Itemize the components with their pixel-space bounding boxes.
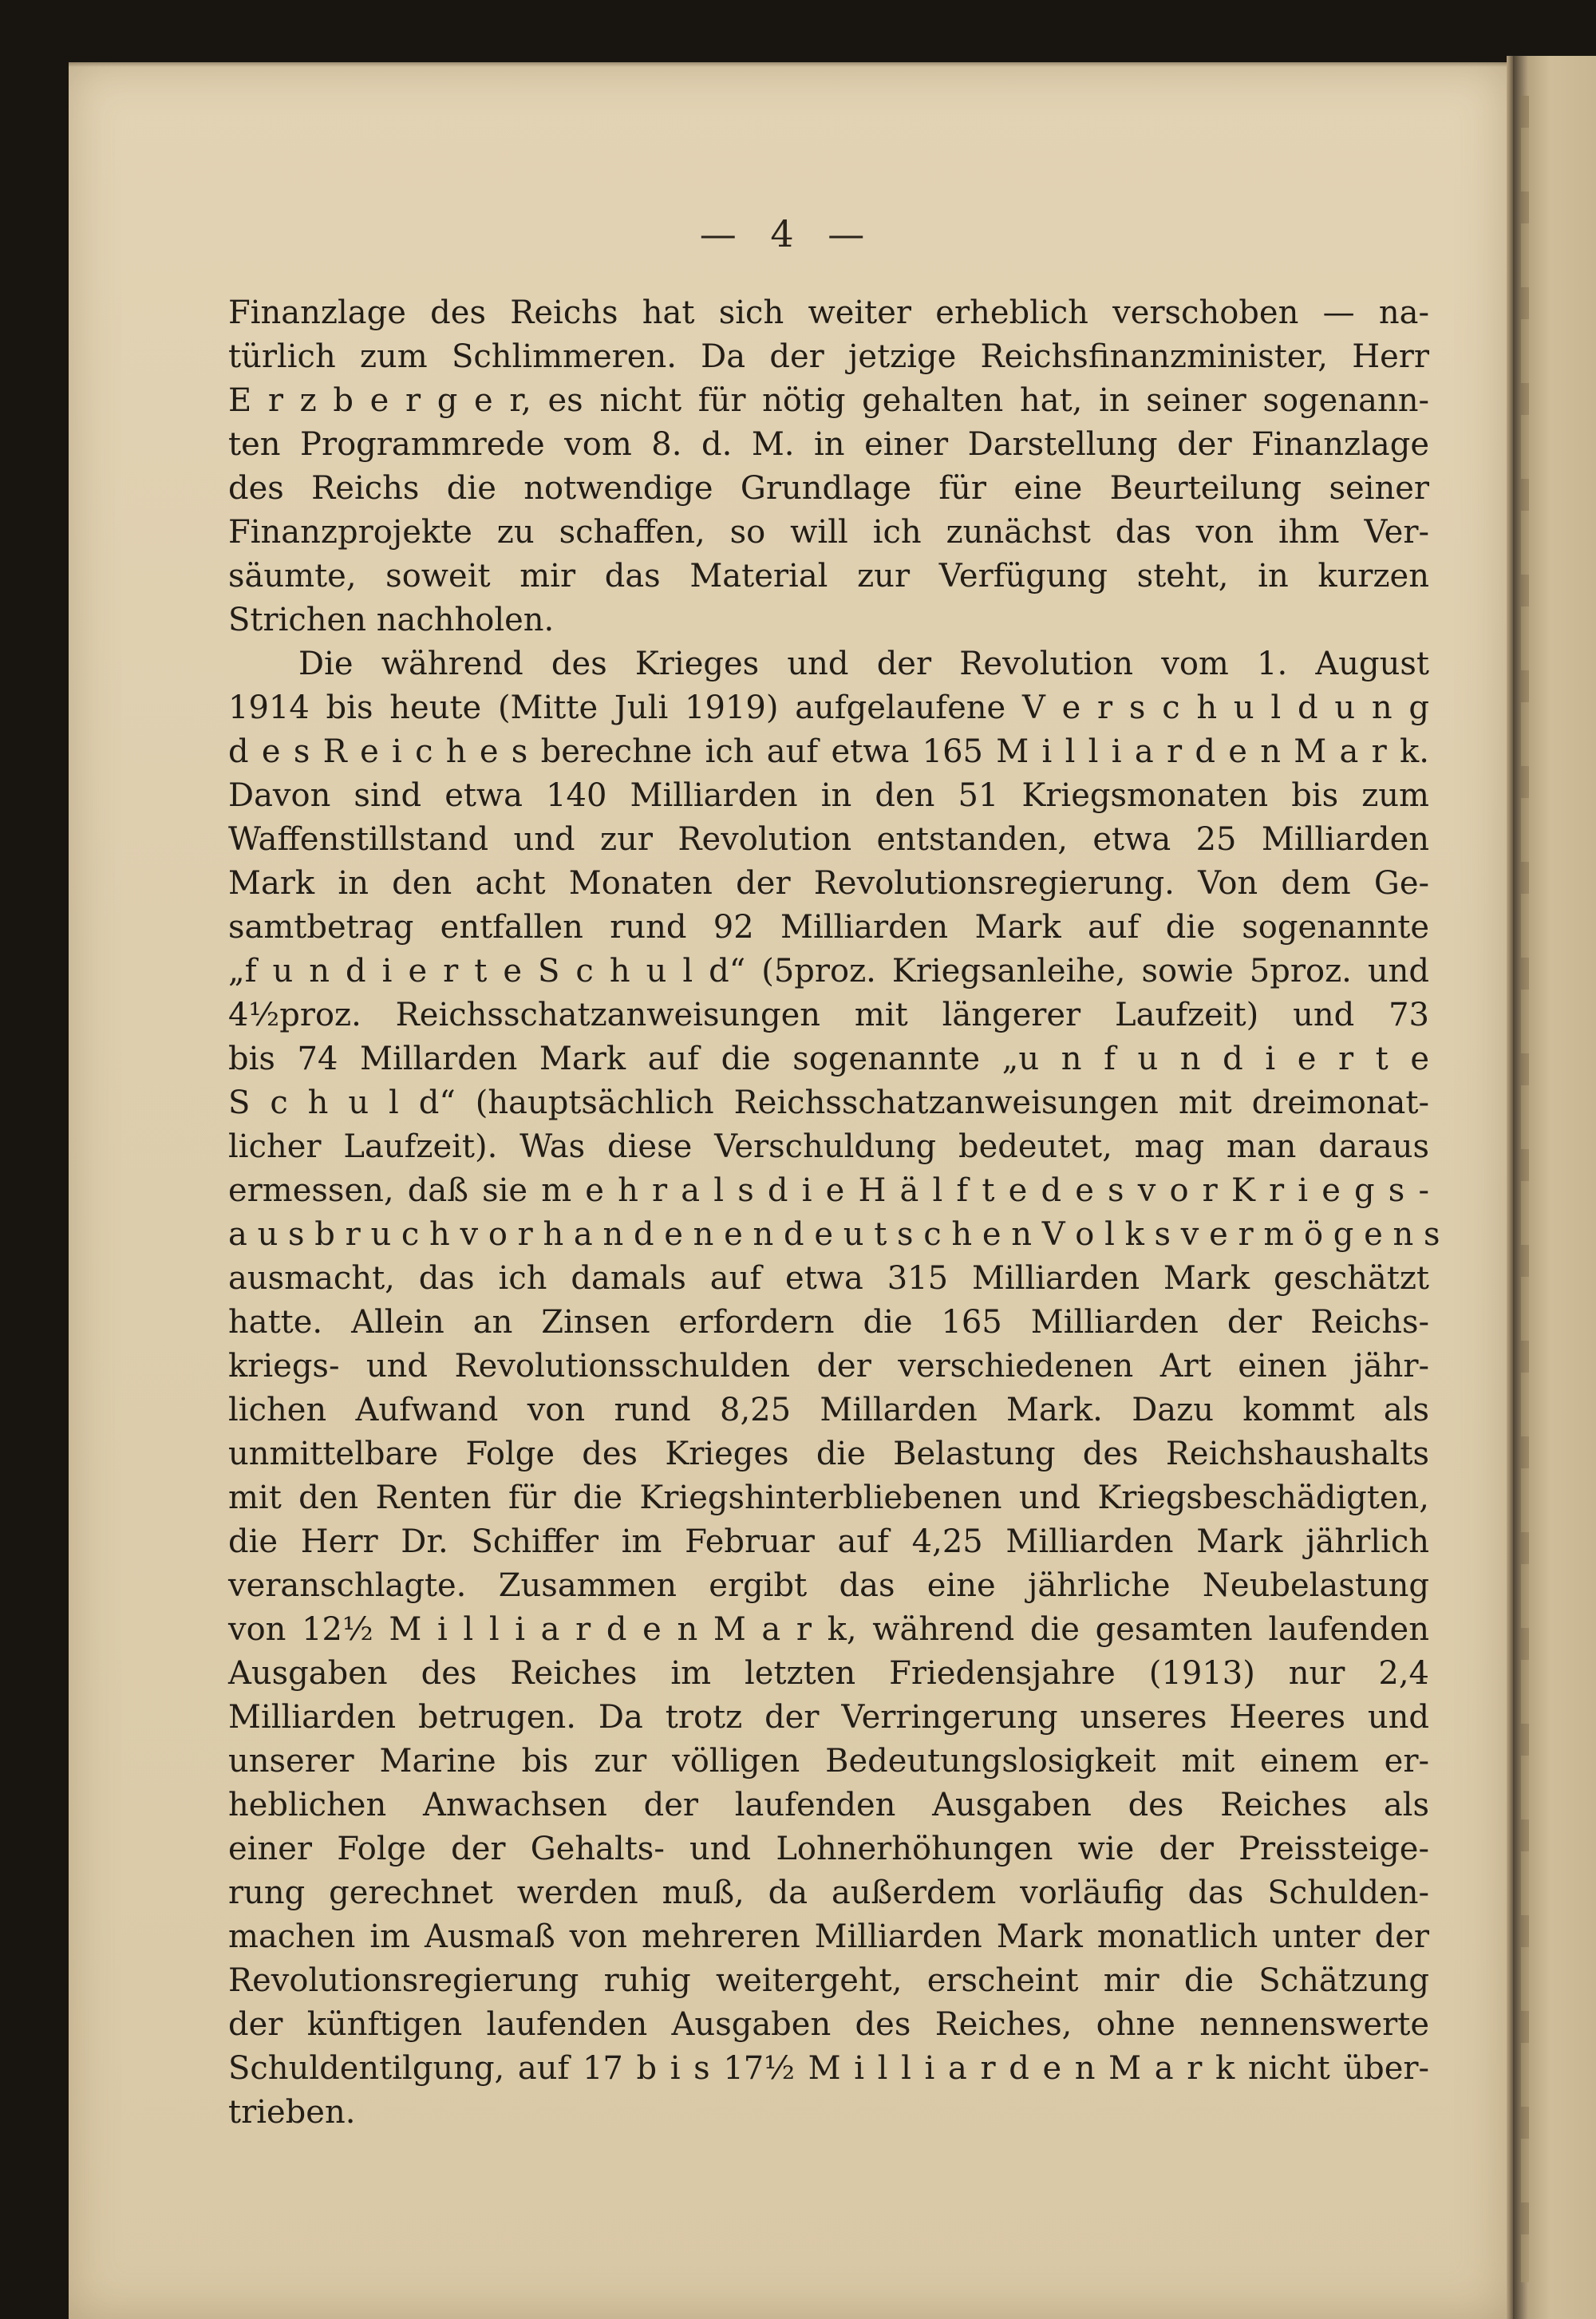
text-line: unserer Marine bis zur völligen Bedeutungslosigkeit mit einem er- — [228, 1743, 1429, 1780]
text-line: einer Folge der Gehalts- und Lohnerhöhungen wie der Preissteige- — [228, 1831, 1429, 1867]
text-line: samtbetrag entfallen rund 92 Milliarden Mark auf die sogenannte — [228, 909, 1429, 946]
text-line: trieben. — [228, 2094, 356, 2131]
text-line: lichen Aufwand von rund 8,25 Millarden Mark. Dazu kommt als — [228, 1392, 1429, 1428]
text-line: 4½proz. Reichsschatzanweisungen mit längerer Laufzeit) und 73 — [228, 997, 1429, 1033]
text-line: „f u n d i e r t e S c h u l d“ (5proz. Kriegsanleihe, sowie 5proz. und — [228, 953, 1429, 990]
text-line: mit den Renten für die Kriegshinterbliebenen und Kriegsbeschädigten, — [228, 1479, 1429, 1516]
text-line: licher Laufzeit). Was diese Verschuldung bedeutet, mag man daraus — [228, 1128, 1429, 1165]
text-line: bis 74 Millarden Mark auf die sogenannte „u n f u n d i e r t e — [228, 1041, 1429, 1077]
text-line: heblichen Anwachsen der laufenden Ausgaben des Reiches als — [228, 1787, 1429, 1823]
text-line: Milliarden betrugen. Da trotz der Verringerung unseres Heeres und — [228, 1699, 1429, 1736]
text-line: S c h u l d“ (hauptsächlich Reichsschatzanweisungen mit dreimonat- — [228, 1084, 1429, 1121]
text-line: von 12½ M i l l i a r d e n M a r k, während die gesamten laufenden — [228, 1611, 1429, 1648]
text-line: unmittelbare Folge des Krieges die Belastung des Reichshaushalts — [228, 1436, 1429, 1472]
page-number: — 4 — — [699, 212, 876, 255]
text-line: Mark in den acht Monaten der Revolutionsregierung. Von dem Ge- — [228, 865, 1429, 902]
text-line: Revolutionsregierung ruhig weitergeht, erscheint mir die Schätzung — [228, 1962, 1429, 1999]
text-line: rung gerechnet werden muß, da außerdem vorläufig das Schulden- — [228, 1875, 1429, 1911]
text-line: Waffenstillstand und zur Revolution entstanden, etwa 25 Milliarden — [228, 821, 1429, 858]
text-line: machen im Ausmaß von mehreren Milliarden Mark monatlich unter der — [228, 1918, 1429, 1955]
text-line: Ausgaben des Reiches im letzten Friedensjahre (1913) nur 2,4 — [228, 1655, 1429, 1692]
text-line: Schuldentilgung, auf 17 b i s 17½ M i l l i a r d e n M a r k nicht über- — [228, 2050, 1429, 2087]
text-line: a u s b r u c h v o r h a n d e n e n d e u t s c h e n V o l k s v e r m ö g e n s — [228, 1216, 1440, 1253]
text-line: d e s R e i c h e s berechne ich auf etwa 165 M i l l i a r d e n M a r k. — [228, 733, 1429, 770]
text-line: Davon sind etwa 140 Milliarden in den 51 Kriegsmonaten bis zum — [228, 777, 1429, 814]
text-line: Die während des Krieges und der Revolution vom 1. August — [298, 646, 1429, 682]
text-line: Strichen nachholen. — [228, 602, 555, 638]
text-line: kriegs- und Revolutionsschulden der verschiedenen Art einen jähr- — [228, 1348, 1429, 1385]
book-page — [69, 62, 1507, 2319]
text-line: ausmacht, das ich damals auf etwa 315 Milliarden Mark geschätzt — [228, 1260, 1429, 1297]
text-line: der künftigen laufenden Ausgaben des Reiches, ohne nennenswerte — [228, 2006, 1429, 2043]
text-line: ermessen, daß sie m e h r a l s d i e H ä l f t e d e s v o r K r i e g s - — [228, 1172, 1429, 1209]
text-line: säumte, soweit mir das Material zur Verfügung steht, in kurzen — [228, 558, 1429, 595]
page-edge-shadow — [1507, 56, 1513, 2319]
text-line: die Herr Dr. Schiffer im Februar auf 4,25 Milliarden Mark jährlich — [228, 1523, 1429, 1560]
body-text — [228, 291, 1440, 2135]
text-line: veranschlagte. Zusammen ergibt das eine jährliche Neubelastung — [228, 1567, 1429, 1604]
text-line: hatte. Allein an Zinsen erfordern die 165 Milliarden der Reichs- — [228, 1304, 1429, 1341]
adjacent-page-sliver — [1521, 96, 1529, 2282]
text-line: türlich zum Schlimmeren. Da der jetzige Reichsfinanzminister, Herr — [228, 338, 1429, 375]
text-line: ten Programmrede vom 8. d. M. in einer Darstellung der Finanzlage — [228, 426, 1429, 463]
text-line: Finanzprojekte zu schaffen, so will ich zunächst das von ihm Ver- — [228, 514, 1429, 551]
text-line: Finanzlage des Reichs hat sich weiter erheblich verschoben — na- — [228, 294, 1429, 331]
text-line: des Reichs die notwendige Grundlage für eine Beurteilung seiner — [228, 470, 1429, 507]
text-line: E r z b e r g e r, es nicht für nötig gehalten hat, in seiner sogenann- — [228, 382, 1429, 419]
text-line: 1914 bis heute (Mitte Juli 1919) aufgelaufene V e r s c h u l d u n g — [228, 689, 1429, 726]
